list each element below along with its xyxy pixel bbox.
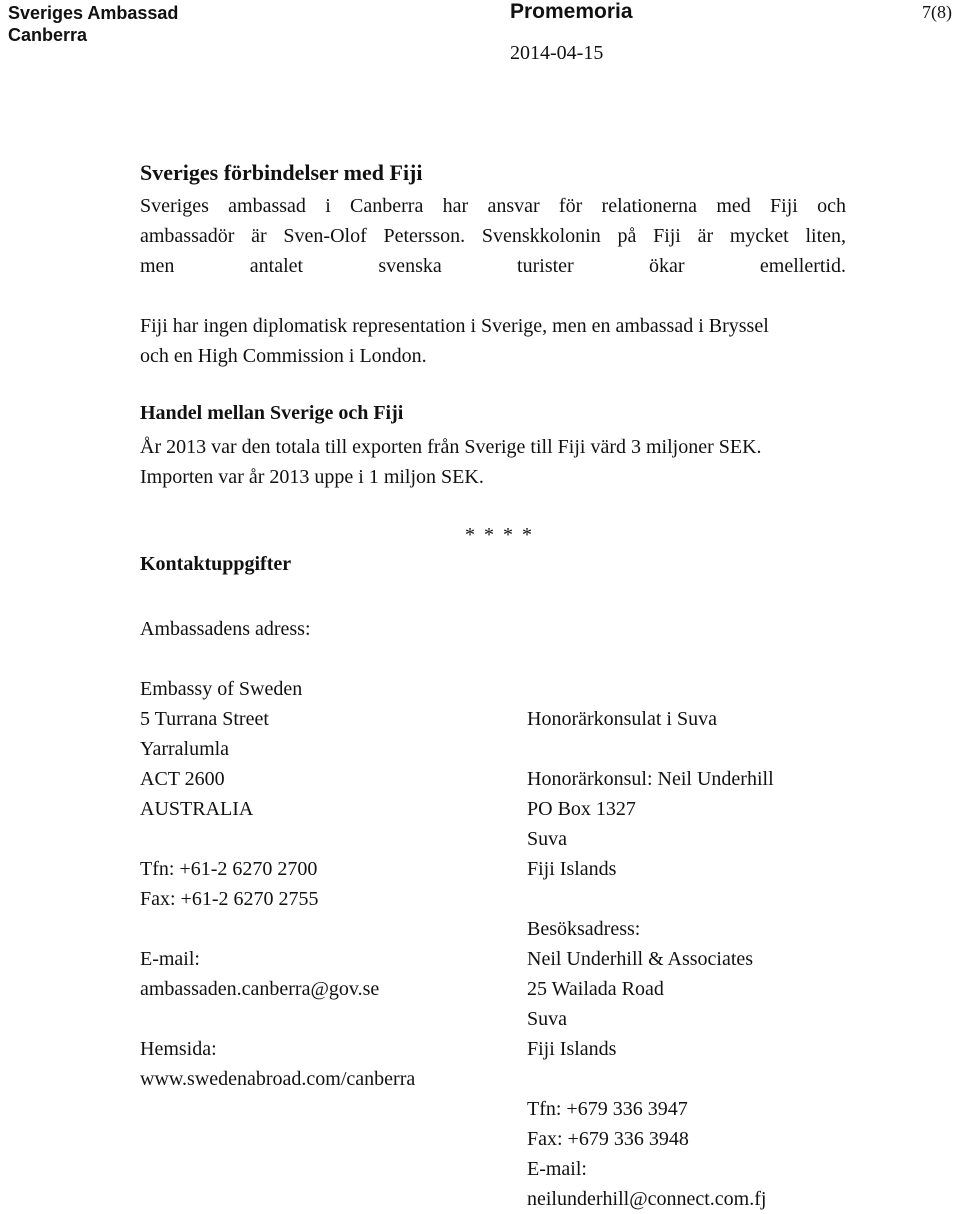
consulate-postal-line: PO Box 1327	[527, 798, 636, 820]
sender-name: Sveriges Ambassad	[8, 3, 179, 23]
embassy-address-label: Ambassadens adress:	[140, 618, 311, 640]
consulate-email-label: E-mail:	[527, 1158, 587, 1180]
embassy-phone: Tfn: +61-2 6270 2700	[140, 858, 318, 880]
consulate-postal-line: Suva	[527, 828, 567, 850]
sender-block	[8, 2, 178, 46]
page-number: 7(8)	[922, 2, 952, 22]
embassy-email-label: E-mail:	[140, 948, 200, 970]
consulate-visit-label: Besöksadress:	[527, 918, 641, 940]
consulate-visit-line: 25 Wailada Road	[527, 978, 664, 1000]
section-heading-contacts: Kontaktuppgifter	[140, 553, 292, 575]
embassy-email-link[interactable]: ambassaden.canberra@gov.se	[140, 978, 380, 1000]
consulate-title: Honorärkonsulat i Suva	[527, 708, 717, 730]
consulate-fax: Fax: +679 336 3948	[527, 1128, 689, 1150]
document-date: 2014-04-15	[510, 42, 604, 64]
representation-line-2: och en High Commission i London.	[140, 345, 427, 367]
embassy-website-label: Hemsida:	[140, 1038, 217, 1060]
embassy-fax: Fax: +61-2 6270 2755	[140, 888, 319, 910]
sender-city: Canberra	[8, 25, 88, 45]
relations-line-1: Sveriges ambassad i Canberra har ansvar för relationerna med Fiji och	[140, 195, 846, 217]
embassy-website-link[interactable]: www.swedenabroad.com/canberra	[140, 1068, 416, 1090]
consulate-postal-line: Fiji Islands	[527, 858, 617, 880]
embassy-address-line: AUSTRALIA	[140, 798, 254, 820]
section-heading-trade: Handel mellan Sverige och Fiji	[140, 402, 404, 424]
embassy-address-line: ACT 2600	[140, 768, 225, 790]
honorary-consul-name: Honorärkonsul: Neil Underhill	[527, 768, 774, 790]
trade-line-2: Importen var år 2013 uppe i 1 miljon SEK.	[140, 466, 484, 488]
section-separator: * * * *	[465, 524, 534, 546]
consulate-email-link[interactable]: neilunderhill@connect.com.fj	[527, 1188, 767, 1210]
consulate-contact-column	[527, 704, 774, 1214]
relations-line-2: ambassadör är Sven-Olof Petersson. Svenskkolonin på Fiji är mycket liten,	[140, 225, 846, 247]
embassy-address-line: Yarralumla	[140, 738, 230, 760]
trade-line-1: År 2013 var den totala till exporten från Sverige till Fiji värd 3 miljoner SEK.	[140, 436, 762, 458]
relations-line-3: men antalet svenska turister ökar emellertid.	[140, 255, 846, 277]
embassy-address-line: 5 Turrana Street	[140, 708, 269, 730]
consulate-visit-line: Fiji Islands	[527, 1038, 617, 1060]
consulate-visit-line: Neil Underhill & Associates	[527, 948, 754, 970]
consulate-visit-line: Suva	[527, 1008, 567, 1030]
embassy-address-line: Embassy of Sweden	[140, 678, 303, 700]
consulate-phone: Tfn: +679 336 3947	[527, 1098, 688, 1120]
document-title: Promemoria	[510, 0, 633, 23]
representation-line-1: Fiji har ingen diplomatisk representation i Sverige, men en ambassad i Bryssel	[140, 315, 769, 337]
embassy-contact-column	[140, 674, 415, 1094]
section-heading-relations: Sveriges förbindelser med Fiji	[140, 160, 423, 185]
